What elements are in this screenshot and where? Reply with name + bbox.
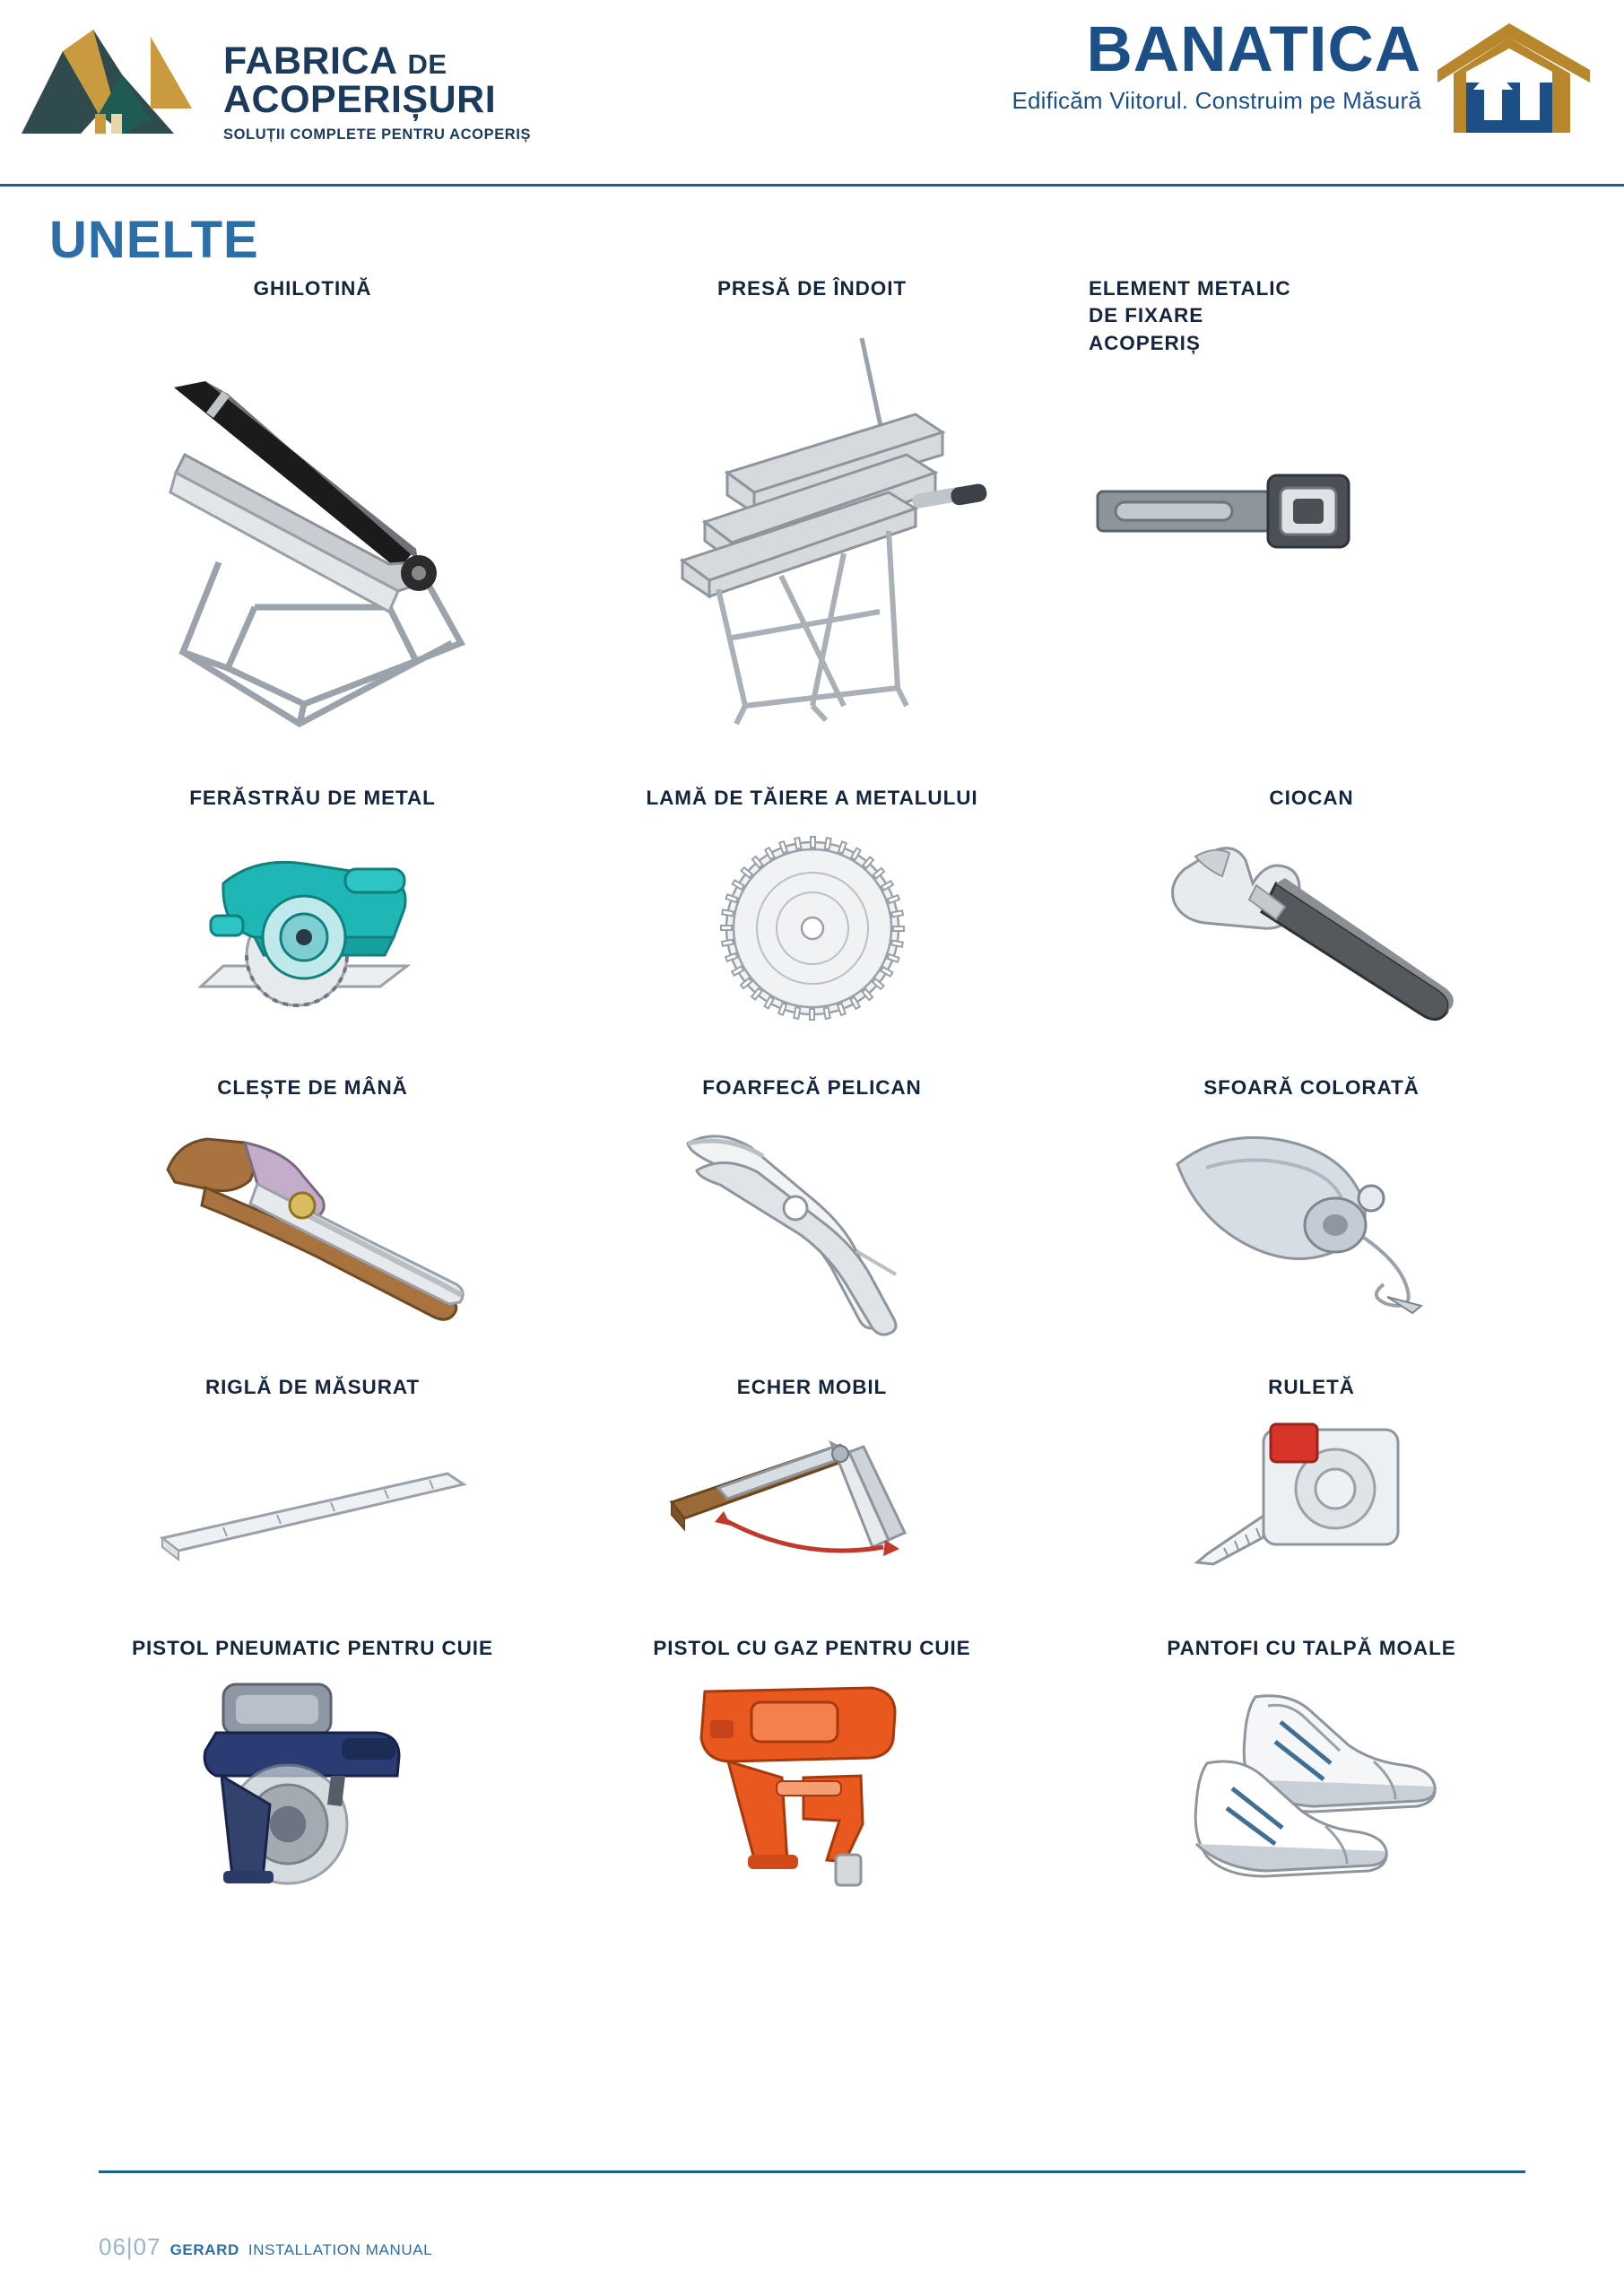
tool-label-line-1: ELEMENT METALIC (1089, 277, 1291, 300)
tape-measure-image (1177, 1414, 1446, 1594)
tool-label: PANTOFI CU TALPĂ MOALE (1167, 1636, 1456, 1659)
tool-label: FOARFECĂ PELICAN (702, 1075, 922, 1099)
tool-label: ECHER MOBIL (736, 1376, 888, 1399)
tool-label: RULETĂ (1268, 1376, 1355, 1399)
measuring-ruler-image (152, 1414, 474, 1594)
tool-label: FERĂSTRĂU DE METAL (189, 787, 436, 810)
tools-row-5 (63, 1635, 1561, 1892)
page-number: 06|07 (99, 2233, 161, 2260)
tool-item-sfoara-colorata (1062, 1074, 1561, 1336)
page-title: UNELTE (49, 211, 259, 269)
hammer-image (1142, 825, 1482, 1031)
tool-item-rigla-de-masurat (63, 1374, 562, 1593)
tool-item-cleste-de-mana (63, 1074, 562, 1336)
adjustable-square-image (664, 1414, 960, 1594)
tool-item-echer-mobil (562, 1374, 1062, 1593)
soft-sole-shoes-image (1155, 1673, 1469, 1892)
logo-line-1 (223, 39, 531, 83)
tool-item-ruleta (1062, 1374, 1561, 1593)
chalk-line-reel-image (1159, 1112, 1464, 1336)
banatica-brand: BANATICA (1086, 14, 1421, 85)
tool-label: LAMĂ DE TĂIERE A METALULUI (646, 787, 978, 810)
tool-item-pantofi-cu-talpa-moale (1062, 1635, 1561, 1892)
tools-row-2 (63, 785, 1561, 1031)
tools-grid (0, 275, 1624, 1892)
pneumatic-nail-gun-image (169, 1673, 456, 1892)
bending-press-image (620, 302, 1005, 769)
banatica-logo (1012, 14, 1593, 136)
tool-item-ciocan (1062, 785, 1561, 1031)
page-header (0, 0, 1624, 187)
tool-label: PISTOL PNEUMATIC PENTRU CUIE (132, 1636, 493, 1659)
logo-line-2: ACOPERIȘURI (223, 77, 497, 121)
footer-divider (99, 2170, 1525, 2173)
logo-de-word: DE (407, 48, 447, 80)
house-arrow-logo-icon (1427, 20, 1593, 136)
tool-item-pistol-pneumatic (63, 1635, 562, 1892)
footer (99, 2233, 432, 2261)
tool-label-line-3: ACOPERIȘ (1089, 331, 1201, 354)
tool-item-presa-de-indoit (562, 275, 1062, 769)
guillotine-shear-image (120, 302, 506, 769)
tool-label: PRESĂ DE ÎNDOIT (716, 277, 908, 300)
tool-label: CIOCAN (1269, 787, 1354, 810)
banatica-tagline: Edificăm Viitorul. Construim pe Măsură (1012, 87, 1421, 115)
tool-label-line-2: DE FIXARE (1089, 304, 1204, 327)
pelican-shears-image (664, 1112, 960, 1336)
tools-row-4 (63, 1374, 1561, 1593)
metal-cutting-blade-image (718, 825, 907, 1031)
tool-item-pistol-cu-gaz (562, 1635, 1062, 1892)
tools-row-3 (63, 1074, 1561, 1336)
tool-label: PISTOL CU GAZ PENTRU CUIE (653, 1636, 971, 1659)
logo-tagline: SOLUȚII COMPLETE PENTRU ACOPERIȘ (223, 126, 532, 143)
tool-item-element-metalic-de-fixare (1062, 275, 1561, 662)
tool-item-lama-de-taiere (562, 785, 1062, 1031)
fabrica-de-acoperisuri-logo (16, 21, 531, 164)
roof-fixing-metal-element-image (1089, 357, 1376, 662)
logo-left-text-block (223, 39, 532, 143)
circular-metal-saw-image (169, 825, 456, 1031)
tool-label (1089, 275, 1291, 357)
banatica-text-block (1012, 14, 1421, 115)
gas-nail-gun-image (669, 1673, 956, 1892)
footer-manual-text: INSTALLATION MANUAL (248, 2241, 433, 2258)
roof-logo-icon (16, 21, 209, 164)
footer-brand: GERARD (169, 2241, 239, 2258)
tool-item-ferastrau-de-metal (63, 785, 562, 1031)
tool-label: GHILOTINĂ (253, 277, 372, 300)
logo-fabrica-word: FABRICA (223, 39, 397, 83)
tool-item-ghilotina (63, 275, 562, 769)
tool-item-foarfeca-pelican (562, 1074, 1062, 1336)
tools-row-1 (63, 275, 1561, 769)
tool-label: CLEȘTE DE MÂNĂ (217, 1075, 408, 1099)
tool-label: SFOARĂ COLORATĂ (1203, 1075, 1420, 1099)
hand-pliers-image (152, 1112, 474, 1336)
tool-label: RIGLĂ DE MĂSURAT (205, 1376, 420, 1399)
